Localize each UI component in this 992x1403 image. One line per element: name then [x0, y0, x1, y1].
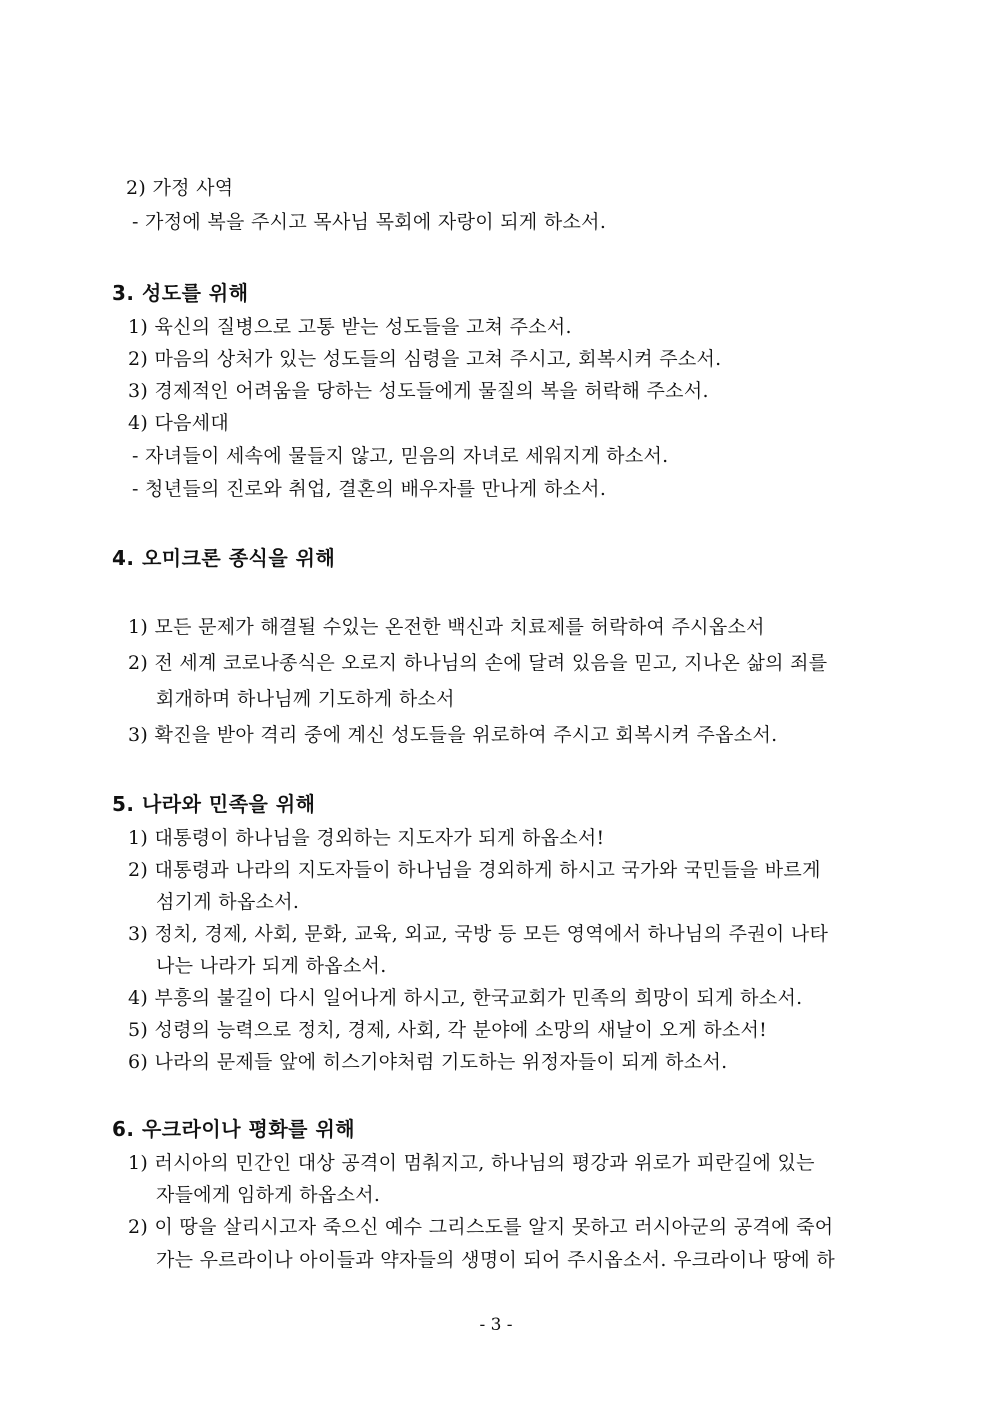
page-number: - 3 - — [479, 1315, 513, 1335]
section4-heading: 4. 오미크론 종식을 위해 — [112, 546, 336, 570]
section2-item2-detail: - 가정에 복을 주시고 목사님 목회에 자랑이 되게 하소서. — [132, 211, 607, 233]
section4-item2-line1: 2) 전 세계 코로나종식은 오로지 하나님의 손에 달려 있음을 믿고, 지나온 삶의 죄를 — [128, 652, 828, 674]
section5-item2-line2: 섬기게 하옵소서. — [156, 891, 300, 913]
section5-item3-line1: 3) 정치, 경제, 사회, 문화, 교육, 외교, 국방 등 모든 영역에서 하나님의 주권이 나타 — [128, 923, 829, 945]
section5-item2-line1: 2) 대통령과 나라의 지도자들이 하나님을 경외하게 하시고 국가와 국민들을 바르게 — [128, 859, 821, 881]
section2-item2-title: 2) 가정 사역 — [126, 177, 234, 199]
section3-item2: 2) 마음의 상처가 있는 성도들의 심령을 고쳐 주시고, 회복시켜 주소서. — [128, 348, 722, 370]
section3-item1: 1) 육신의 질병으로 고통 받는 성도들을 고쳐 주소서. — [128, 316, 572, 338]
section6-item1-line1: 1) 러시아의 민간인 대상 공격이 멈춰지고, 하나님의 평강과 위로가 피란길에 있는 — [128, 1152, 815, 1174]
section3-subitem2: - 청년들의 진로와 취업, 결혼의 배우자를 만나게 하소서. — [132, 478, 607, 500]
section3-item4: 4) 다음세대 — [128, 412, 230, 434]
section5-heading: 5. 나라와 민족을 위해 — [112, 792, 316, 816]
section6-item2-line1: 2) 이 땅을 살리시고자 죽으신 예수 그리스도를 알지 못하고 러시아군의 공격에 죽어 — [128, 1216, 834, 1238]
section5-item4: 4) 부흥의 불길이 다시 일어나게 하시고, 한국교회가 민족의 희망이 되게 하소서. — [128, 987, 803, 1009]
section6-heading: 6. 우크라이나 평화를 위해 — [112, 1117, 356, 1141]
section5-item3-line2: 나는 나라가 되게 하옵소서. — [156, 955, 387, 977]
section6-item2-line2: 가는 우르라이나 아이들과 약자들의 생명이 되어 주시옵소서. 우크라이나 땅에 하 — [156, 1249, 835, 1271]
section3-item3: 3) 경제적인 어려움을 당하는 성도들에게 물질의 복을 허락해 주소서. — [128, 380, 709, 402]
section5-item5: 5) 성령의 능력으로 정치, 경제, 사회, 각 분야에 소망의 새날이 오게 하소서! — [128, 1019, 768, 1041]
section3-heading: 3. 성도를 위해 — [112, 281, 249, 305]
section3-subitem1: - 자녀들이 세속에 물들지 않고, 믿음의 자녀로 세워지게 하소서. — [132, 445, 669, 467]
section5-item1: 1) 대통령이 하나님을 경외하는 지도자가 되게 하옵소서! — [128, 827, 605, 849]
section6-item1-line2: 자들에게 임하게 하옵소서. — [156, 1184, 381, 1206]
section4-item1: 1) 모든 문제가 해결될 수있는 온전한 백신과 치료제를 허락하여 주시옵소서 — [128, 616, 765, 638]
section4-item3: 3) 확진을 받아 격리 중에 계신 성도들을 위로하여 주시고 회복시켜 주옵소서. — [128, 724, 778, 746]
section5-item6: 6) 나라의 문제들 앞에 히스기야처럼 기도하는 위정자들이 되게 하소서. — [128, 1051, 728, 1073]
section4-item2-line2: 회개하며 하나님께 기도하게 하소서 — [156, 688, 455, 710]
